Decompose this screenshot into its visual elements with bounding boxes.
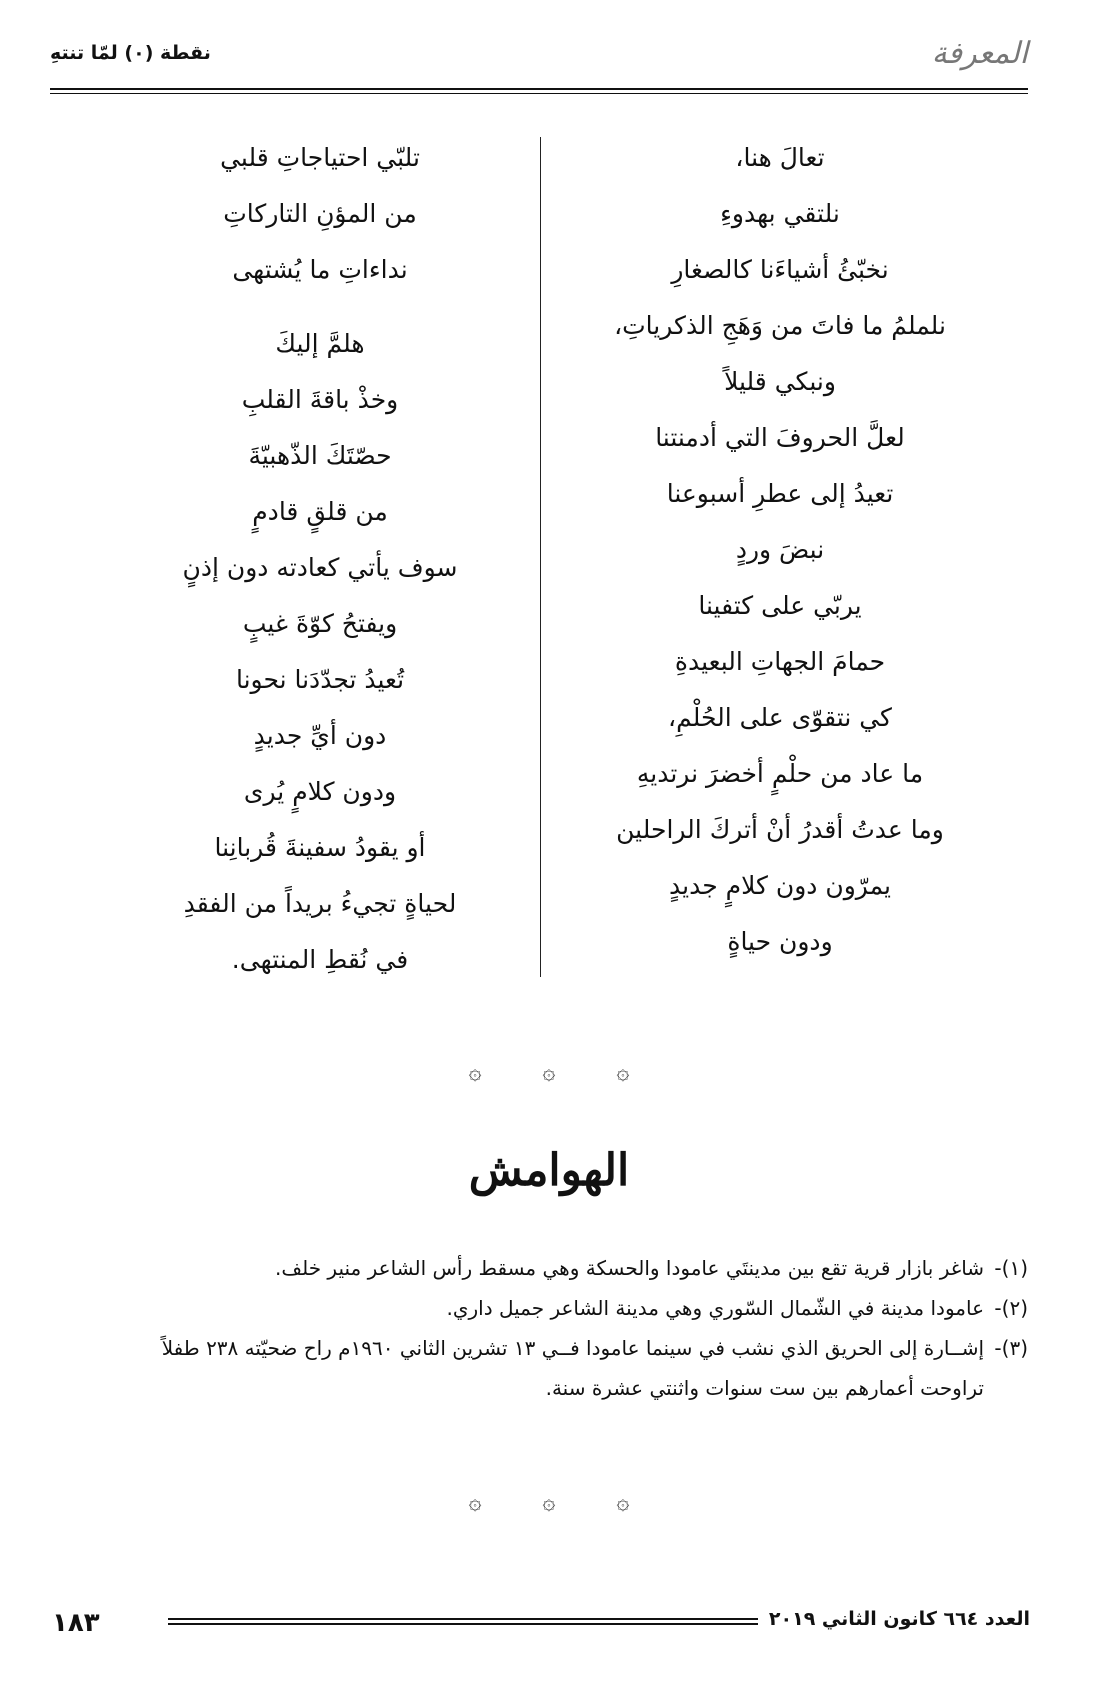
running-title: نقطة (٠) لمّا تنتهِ: [50, 42, 211, 64]
poem-line: من المؤنِ التاركاتِ: [223, 199, 417, 228]
poem-line: ونبكي قليلاً: [724, 367, 836, 396]
poem-line: أو يقودُ سفينةَ قُربانِنا: [214, 833, 426, 862]
section-ornament: [0, 1060, 1098, 1085]
poem-line: نلتقي بهدوءِ: [720, 199, 840, 228]
poem-line: وما عدتُ أقدرُ أنْ أتركَ الراحلين: [616, 815, 944, 844]
footer-divider: [168, 1618, 758, 1625]
poem-line: لعلَّ الحروفَ التي أدمنتنا: [655, 423, 905, 452]
poem-line: يمرّون دون كلامٍ جديدٍ: [669, 871, 891, 900]
poem-right-column: [560, 130, 1000, 970]
footnote-text: إشــارة إلى الحريق الذي نشب في سينما عامودا فــي ١٣ تشرين الثاني ١٩٦٠م راح ضحيّته ٢٣٨ طفلاً: [161, 1336, 985, 1360]
section-ornament: [0, 1490, 1098, 1515]
poem-line: ويفتحُ كوّةَ غيبٍ: [242, 609, 398, 638]
poem-line: نداءاتِ ما يُشتهى: [232, 255, 408, 284]
flower-ornament-icon: ۞: [542, 1060, 556, 1085]
issue-info: العدد ٦٦٤ كانون الثاني ٢٠١٩: [768, 1608, 1030, 1630]
page-number: ١٨٣: [52, 1608, 100, 1638]
footnote-continuation: تراوحت أعمارهم بين ست سنوات واثنتي عشرة سنة.: [545, 1376, 984, 1400]
poem-line: دون أيِّ جديدٍ: [253, 721, 387, 750]
footnotes-list: [48, 1248, 1028, 1408]
poem-line: تلبّي احتياجاتِ قلبي: [220, 143, 420, 172]
magazine-logo: المعرفة: [931, 36, 1028, 71]
poem-line: نبضَ وردٍ: [735, 535, 825, 564]
poem-line: نلملمُ ما فاتَ من وَهَجِ الذكرياتِ،: [614, 311, 946, 340]
poem-line: ودون حياةٍ: [727, 927, 833, 956]
poem-line: تعيدُ إلى عطرِ أسبوعنا: [666, 479, 894, 508]
column-divider: [540, 137, 541, 977]
flower-ornament-icon: ۞: [468, 1060, 482, 1085]
poem-left-column: [100, 130, 540, 988]
poem-line: حمامَ الجهاتِ البعيدةِ: [674, 647, 886, 676]
poem-line: لحياةٍ تجيءُ بريداً من الفقدِ: [183, 889, 457, 918]
poem-line: تعالَ هنا،: [735, 143, 825, 172]
header-divider: [50, 88, 1028, 94]
poem-line: ودون كلامٍ يُرى: [243, 777, 397, 806]
flower-ornament-icon: ۞: [616, 1490, 630, 1515]
flower-ornament-icon: ۞: [542, 1490, 556, 1515]
footnote-text: عامودا مدينة في الشّمال السّوري وهي مدينة الشاعر جميل داري.: [446, 1296, 985, 1320]
footnote-item: [48, 1248, 1028, 1288]
poem-line: كي نتقوّى على الحُلْمِ،: [668, 703, 892, 732]
footnote-item: [48, 1328, 1028, 1408]
poem-line: من قلقٍ قادمٍ: [252, 497, 388, 526]
poem-line: هلمَّ إليكَ: [275, 329, 365, 358]
notes-heading: الهوامش: [468, 1145, 630, 1196]
poem-line: نخبّئُ أشياءَنا كالصغارِ: [671, 255, 889, 284]
footnote-number: (٢)-: [994, 1296, 1028, 1320]
footnote-number: (١)-: [994, 1256, 1028, 1280]
poem-line: وخذْ باقةَ القلبِ: [241, 385, 399, 414]
poem-line: يربّي على كتفينا: [698, 591, 862, 620]
footnote-item: [48, 1288, 1028, 1328]
poem-line: في نُقطِ المنتهى.: [231, 945, 409, 974]
footnote-number: (٣)-: [994, 1336, 1028, 1360]
poem-line: حصّتَكَ الذّهبيّةَ: [248, 441, 392, 470]
poem-line: ما عاد من حلْمٍ أخضرَ نرتديهِ: [636, 759, 924, 788]
flower-ornament-icon: ۞: [616, 1060, 630, 1085]
footnote-text: شاغر بازار قرية تقع بين مدينتَي عامودا والحسكة وهي مسقط رأس الشاعر منير خلف.: [275, 1256, 985, 1280]
flower-ornament-icon: ۞: [468, 1490, 482, 1515]
poem-line: سوف يأتي كعادته دون إذنٍ: [182, 553, 458, 582]
poem-line: تُعيدُ تجدّدَنا نحونا: [235, 665, 405, 694]
